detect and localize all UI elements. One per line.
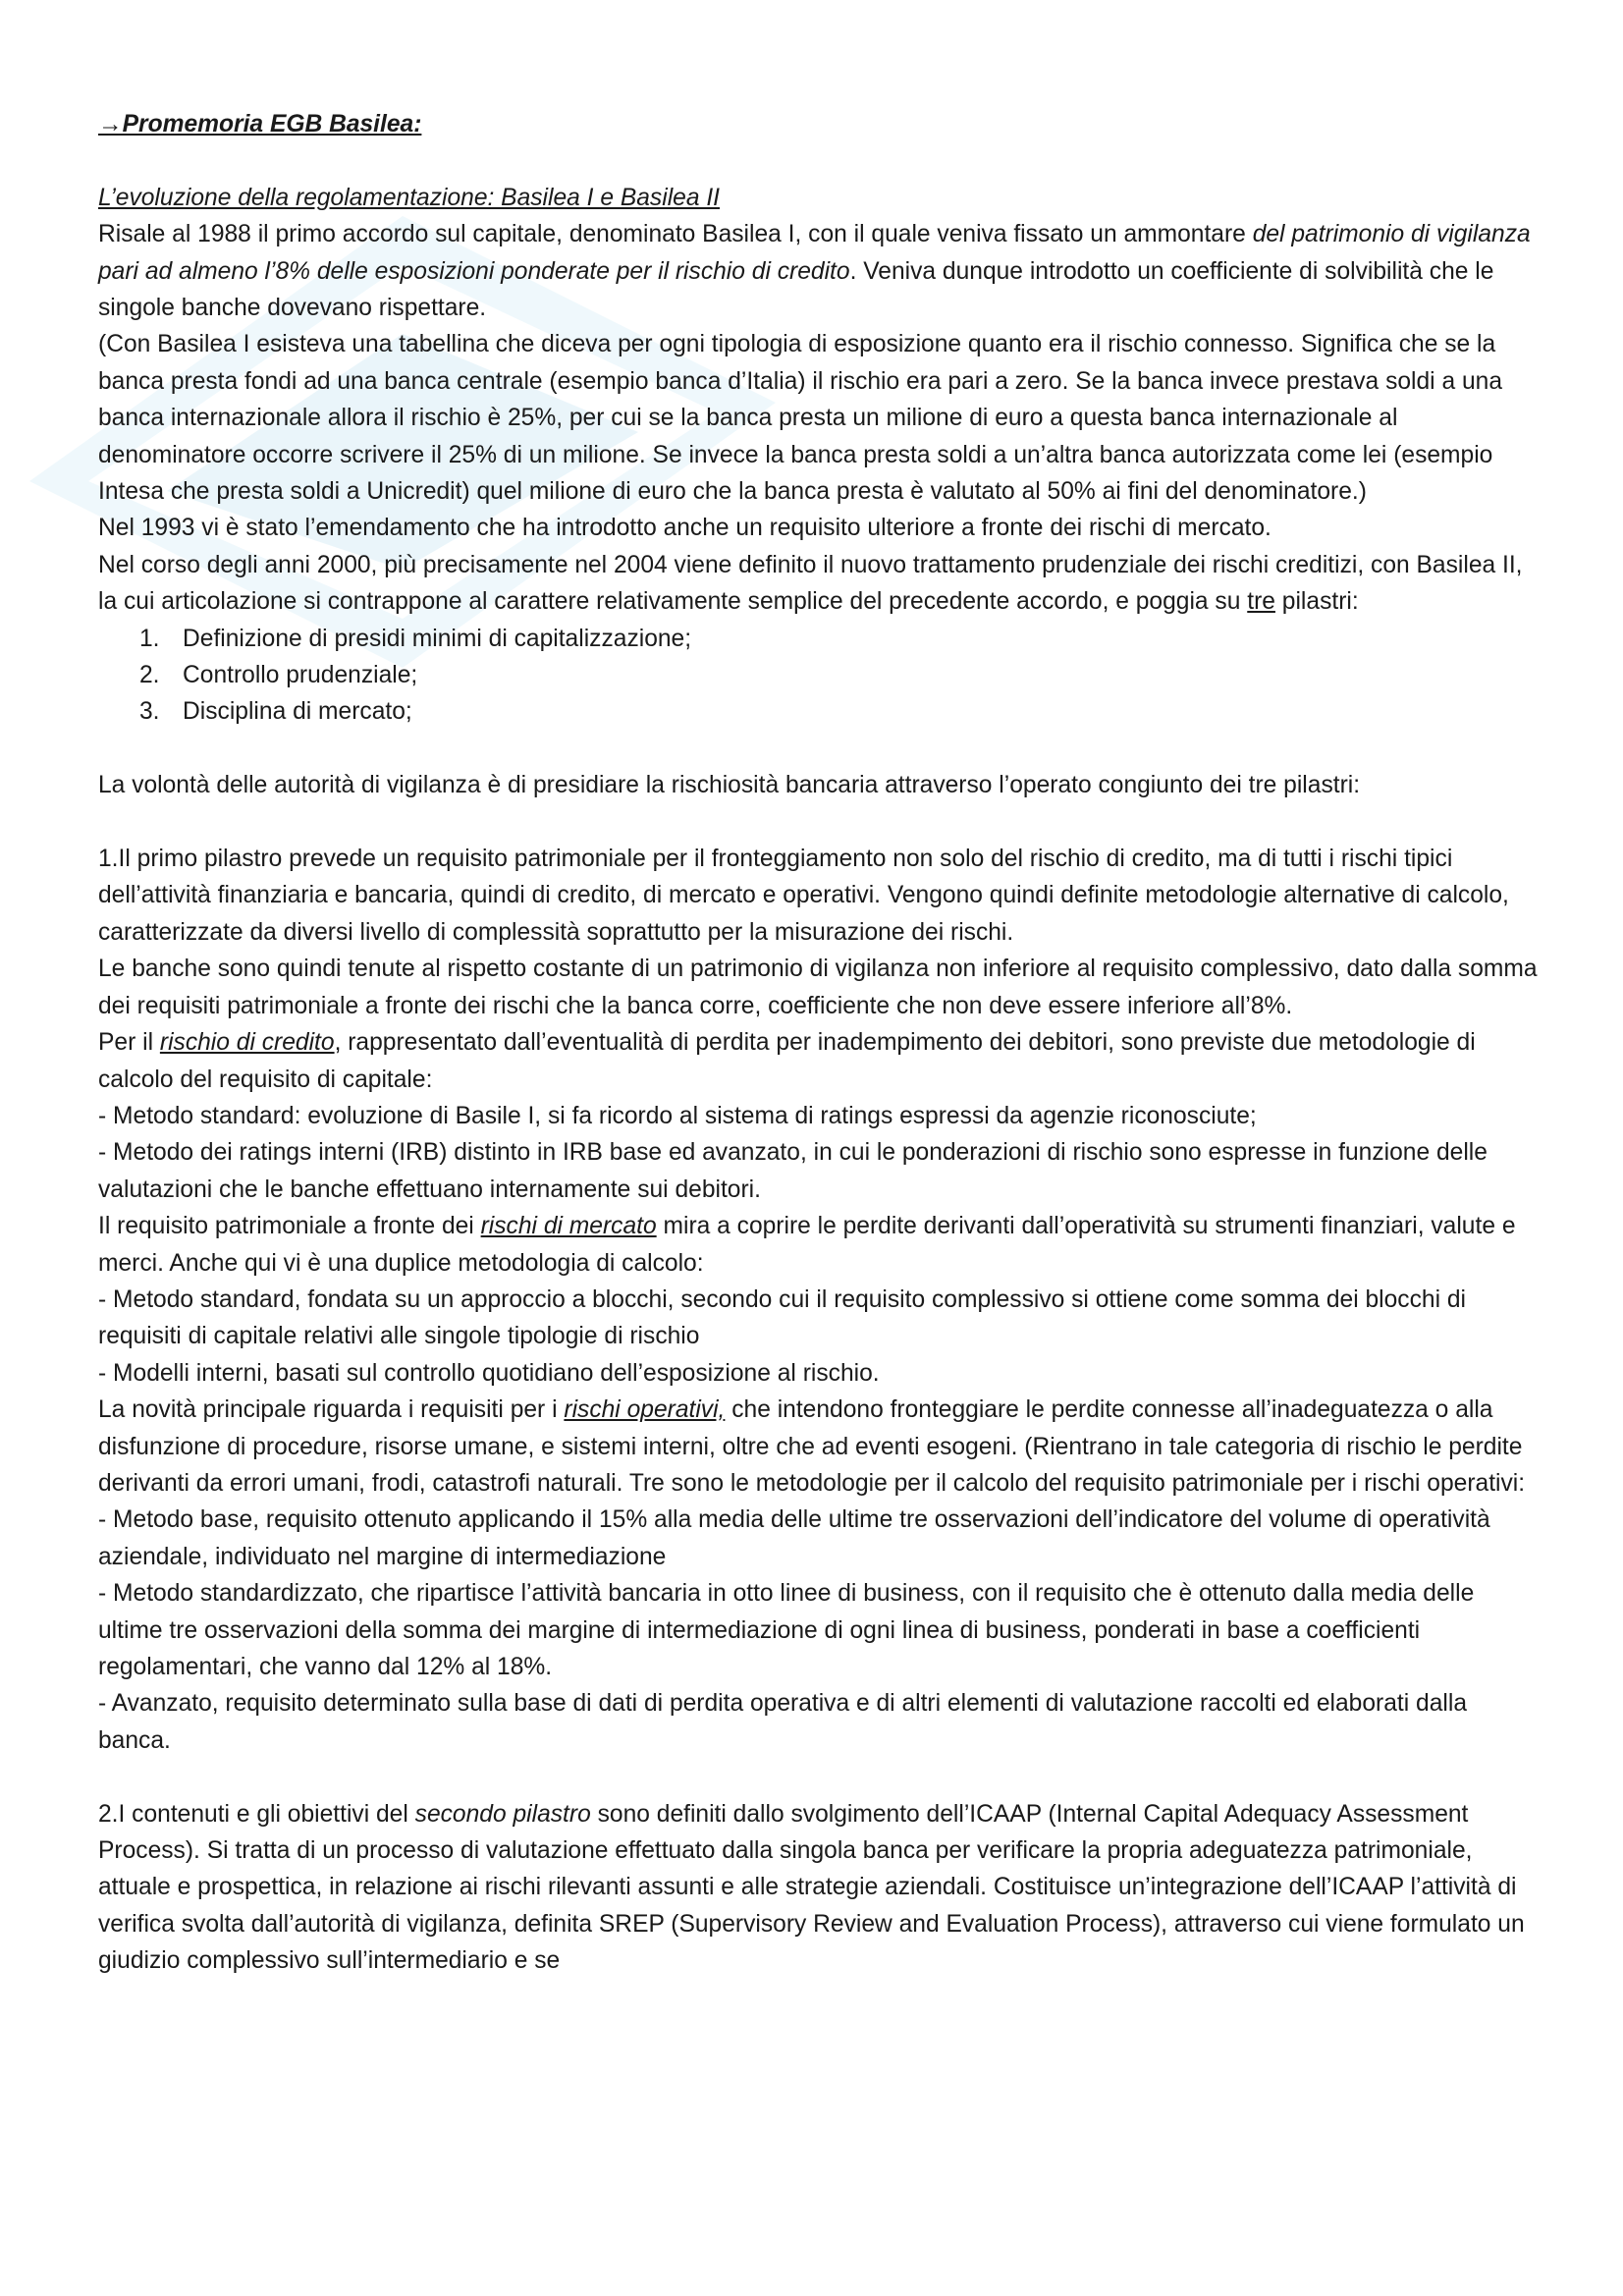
paragraph-basilea-2: Nel corso degli anni 2000, più precisamente nel 2004 viene definito il nuovo trattamento prudenziale dei rischi creditizi, con Basilea II, la cui articolazione si contrappone al carattere relativamente semplice del precedente accordo, e poggia su tre pilastri:: [98, 551, 1523, 616]
dash-item: - Metodo standard: evoluzione di Basile I, si fa ricordo al sistema di ratings espressi da agenzie riconosciute;: [98, 1102, 1257, 1129]
list-item: 2. Controllo prudenziale;: [139, 662, 418, 689]
document-title: →Promemoria EGB Basilea:: [98, 111, 422, 137]
paragraph-1993: Nel 1993 vi è stato l’emendamento che ha introdotto anche un requisito ulteriore a fronte dei rischi di mercato.: [98, 515, 1271, 542]
dash-item: - Metodo standardizzato, che ripartisce l’attività bancaria in otto linee di business, con il requisito che è ottenuto dalla media delle ultime tre osservazioni della somma dei margine di intermediazione di ogni linea di business, ponderati in base a coefficienti regolamentari, che vanno dal 12% al 18%.: [98, 1580, 1475, 1681]
list-item: 1. Definizione di presidi minimi di capitalizzazione;: [139, 625, 692, 652]
paragraph-banche: Le banche sono quindi tenute al rispetto costante di un patrimonio di vigilanza non inferiore al requisito complessivo, dato dalla somma dei requisiti patrimoniale a fronte dei rischi che la banca corre, coefficiente che non deve essere inferiore all’8%.: [98, 956, 1538, 1019]
paragraph-rischi-mercato: Il requisito patrimoniale a fronte dei rischi di mercato mira a coprire le perdite derivanti dall’operatività su strumenti finanziari, valute e merci. Anche qui vi è una duplice metodologia di calcolo:: [98, 1213, 1516, 1277]
list-item: 3. Disciplina di mercato;: [139, 698, 412, 726]
pillars-list: [98, 621, 1542, 731]
dash-item: - Metodo base, requisito ottenuto applicando il 15% alla media delle ultime tre osservazioni dell’indicatore del volume di operatività aziendale, individuato nel margine di intermediazione: [98, 1506, 1490, 1570]
paragraph-tabellina: (Con Basilea I esisteva una tabellina che diceva per ogni tipologia di esposizione quanto era il rischio connesso. Significa che se la banca presta fondi ad una banca centrale (esempio banca d’Italia) il rischio era pari a zero. Se la banca invece prestava soldi a una banca internazionale allora il rischio è 25%, per cui se la banca presta un milione di euro a questa banca internazionale al denominatore occorre scrivere il 25% di un milione. Se invece la banca presta soldi a un’altra banca autorizzata come lei (esempio Intesa che presta soldi a Unicredit) quel milione di euro che la banca presta è valutato al 50% ai fini del denominatore.): [98, 331, 1503, 506]
paragraph-volonta: La volontà delle autorità di vigilanza è di presidiare la rischiosità bancaria attraverso l’operato congiunto dei tre pilastri:: [98, 772, 1361, 799]
dash-item: - Metodo dei ratings interni (IRB) distinto in IRB base ed avanzato, in cui le ponderazioni di rischio sono espresse in funzione delle valutazioni che le banche effettuano internamente sui debitori.: [98, 1139, 1488, 1203]
dash-item: - Modelli interni, basati sul controllo quotidiano dell’esposizione al rischio.: [98, 1359, 880, 1387]
paragraph-primo-pilastro: 1.Il primo pilastro prevede un requisito patrimoniale per il fronteggiamento non solo del rischio di credito, ma di tutti i rischi tipici dell’attività finanziaria e bancaria, quindi di credito, di mercato e operativi. Vengono quindi definite metodologie alternative di calcolo, caratterizzate da diversi livello di complessità soprattutto per la misurazione dei rischi.: [98, 846, 1509, 946]
paragraph-secondo-pilastro: 2.I contenuti e gli obiettivi del secondo pilastro sono definiti dallo svolgimento dell’ICAAP (Internal Capital Adequacy Assessment Process). Si tratta di un processo di valutazione effettuato dalla singola banca per verificare la propria adeguatezza patrimoniale, attuale e prospettica, in relazione ai rischi rilevanti assunti e alle strategie aziendali. Costituisce un’integrazione dell’ICAAP l’attività di verifica svolta dall’autorità di vigilanza, definita SREP (Supervisory Review and Evaluation Process), attraverso cui viene formulato un giudizio complessivo sull’intermediario e se: [98, 1800, 1525, 1975]
dash-item: - Metodo standard, fondata su un approccio a blocchi, secondo cui il requisito complessivo si ottiene come somma dei blocchi di requisiti di capitale relativi alle singole tipologie di rischio: [98, 1285, 1467, 1350]
paragraph-rischi-operativi: La novità principale riguarda i requisiti per i rischi operativi, che intendono fronteggiare le perdite connesse all’inadeguatezza o alla disfunzione di procedure, risorse umane, e sistemi interni, oltre che ad eventi esogeni. (Rientrano in tale categoria di rischio le perdite derivanti da errori umani, frodi, catastrofi naturali. Tre sono le metodologie per il calcolo del requisito patrimoniale per i rischi operativi:: [98, 1396, 1526, 1497]
document-page: [98, 106, 1542, 1980]
paragraph-basilea-1: Risale al 1988 il primo accordo sul capitale, denominato Basilea I, con il quale veniva fissato un ammontare del patrimonio di vigilanza pari ad almeno l’8% delle esposizioni ponderate per il rischio di credito. Veniva dunque introdotto un coefficiente di solvibilità che le singole banche dovevano rispettare.: [98, 221, 1531, 322]
section-subtitle: L’evoluzione della regolamentazione: Basilea I e Basilea II: [98, 184, 721, 211]
paragraph-rischio-credito: Per il rischio di credito, rappresentato dall’eventualità di perdita per inadempimento dei debitori, sono previste due metodologie di calcolo del requisito di capitale:: [98, 1029, 1476, 1093]
dash-item: - Avanzato, requisito determinato sulla base di dati di perdita operativa e di altri elementi di valutazione raccolti ed elaborati dalla banca.: [98, 1690, 1468, 1754]
